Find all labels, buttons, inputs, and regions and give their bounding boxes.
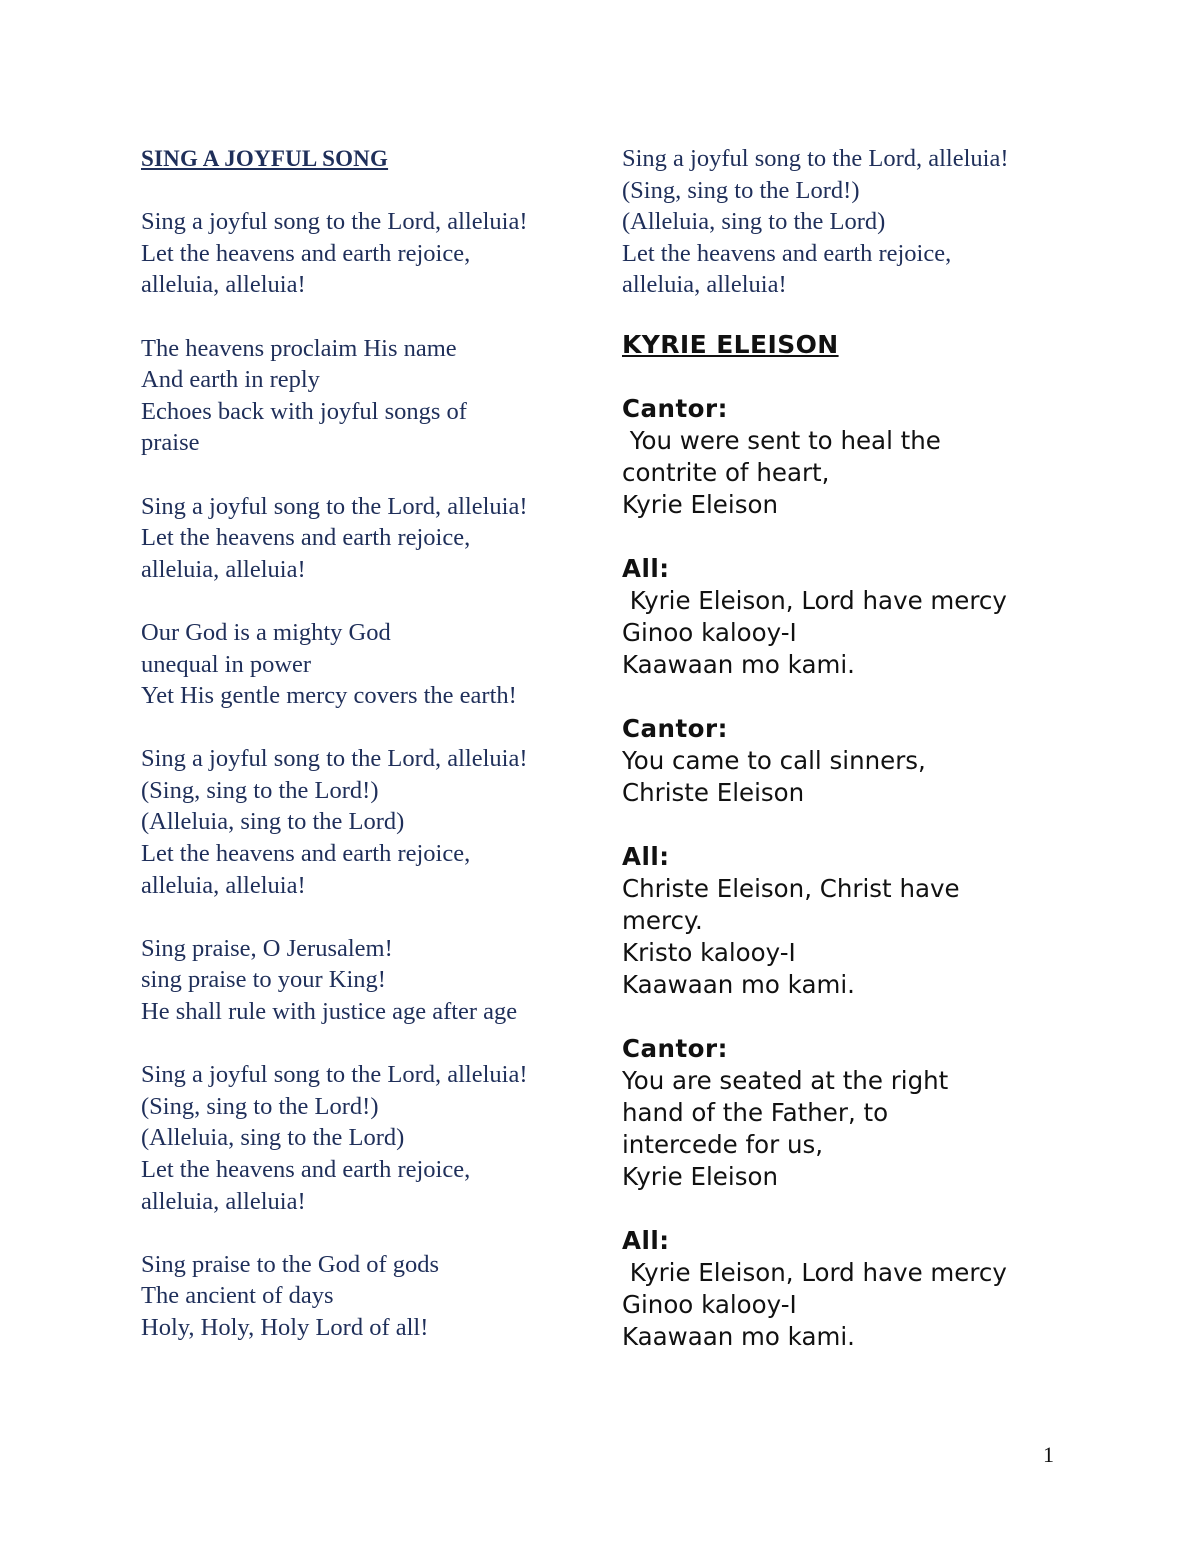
kyrie-block-1 [622,393,1092,521]
kyrie-line: Christe Eleison, Christ have [622,873,960,903]
kyrie-line: Kaawaan mo kami. [622,969,855,999]
kyrie-block-3 [622,713,1092,809]
lyric-line: Let the heavens and earth rejoice, [141,1156,471,1183]
lyric-line: Let the heavens and earth rejoice, [141,239,471,267]
lyric-line: praise [141,429,200,457]
stanza-5 [141,743,591,901]
lyric-line: Let the heavens and earth rejoice, [141,524,471,552]
lyric-line: sing praise to your King! [141,966,386,994]
kyrie-block-2 [622,553,1092,681]
kyrie-line: Kaawaan mo kami. [622,1321,855,1351]
lyric-line: Holy, Holy, Holy Lord of all! [141,1313,429,1341]
lyric-line: (Sing, sing to the Lord!) [141,1092,379,1120]
stanza-4 [141,617,591,712]
lyric-line: alleluia, alleluia! [141,555,306,583]
kyrie-line: hand of the Father, to [622,1097,889,1127]
continuation-stanza [622,143,1092,301]
lyric-line: Sing a joyful song to the Lord, alleluia! [141,208,528,236]
lyric-line: And earth in reply [141,366,320,394]
lyric-line: (Alleluia, sing to the Lord) [141,1124,405,1152]
lyric-line: The heavens proclaim His name [141,334,457,362]
kyrie-line: Kyrie Eleison, Lord have mercy [622,1257,1007,1287]
kyrie-line: You were sent to heal the [622,425,941,455]
kyrie-line: Christe Eleison [622,777,805,807]
lyric-line: alleluia, alleluia! [141,1187,306,1215]
kyrie-line: Ginoo kalooy-I [622,617,797,647]
lyric-line: Echoes back with joyful songs of [141,397,467,425]
lyric-line: Sing a joyful song to the Lord, alleluia! [141,492,528,520]
lyric-line: alleluia, alleluia! [141,871,306,899]
kyrie-line: Kyrie Eleison [622,1161,778,1191]
speaker-label: All: [622,841,670,871]
stanza-8 [141,1249,591,1344]
lyric-line: Sing a joyful song to the Lord, alleluia! [622,145,1009,172]
kyrie-line: Kyrie Eleison, Lord have mercy [622,585,1007,615]
lyric-line: Sing a joyful song to the Lord, alleluia! [141,745,528,773]
kyrie-title: KYRIE ELEISON [622,329,839,359]
kyrie-line: Kristo kalooy-I [622,937,796,967]
page-number: 1 [1043,1442,1054,1467]
lyric-line: Yet His gentle mercy covers the earth! [141,682,517,710]
speaker-label: Cantor: [622,393,728,423]
kyrie-line: intercede for us, [622,1129,824,1159]
right-column [622,143,1092,1385]
kyrie-line: Kyrie Eleison [622,489,778,519]
lyric-line: Sing praise to the God of gods [141,1250,440,1278]
lyric-line: Sing praise, O Jerusalem! [141,934,393,962]
lyric-line: The ancient of days [141,1282,334,1310]
lyric-line: alleluia, alleluia! [141,271,306,299]
speaker-label: Cantor: [622,713,728,743]
lyric-line: Let the heavens and earth rejoice, [141,840,471,868]
left-column [141,143,591,1375]
kyrie-block-6 [622,1225,1092,1353]
kyrie-line: Ginoo kalooy-I [622,1289,797,1319]
lyric-line: Our God is a mighty God [141,618,391,646]
stanza-6 [141,933,591,1028]
speaker-label: Cantor: [622,1033,728,1063]
kyrie-block-4 [622,841,1092,1001]
stanza-3 [141,491,591,586]
speaker-label: All: [622,553,670,583]
speaker-label: All: [622,1225,670,1255]
lyric-line: (Alleluia, sing to the Lord) [622,208,886,236]
lyric-line: He shall rule with justice age after age [141,998,518,1026]
song-title: SING A JOYFUL SONG [141,146,389,171]
kyrie-block-5 [622,1033,1092,1193]
lyric-line: unequal in power [141,650,312,678]
stanza-7 [141,1059,591,1217]
lyric-line: (Sing, sing to the Lord!) [622,176,860,204]
kyrie-line: You are seated at the right [622,1065,949,1095]
lyric-line: Let the heavens and earth rejoice, [622,239,952,267]
stanza-2 [141,333,591,459]
kyrie-line: Kaawaan mo kami. [622,649,855,679]
lyric-line: Sing a joyful song to the Lord, alleluia! [141,1061,528,1089]
lyric-line: alleluia, alleluia! [622,271,787,299]
kyrie-line: You came to call sinners, [622,745,926,775]
kyrie-line: mercy. [622,905,703,935]
lyric-line: (Alleluia, sing to the Lord) [141,808,405,836]
lyric-line: (Sing, sing to the Lord!) [141,776,379,804]
stanza-1 [141,206,591,301]
kyrie-section [622,329,1092,1353]
kyrie-line: contrite of heart, [622,457,830,487]
